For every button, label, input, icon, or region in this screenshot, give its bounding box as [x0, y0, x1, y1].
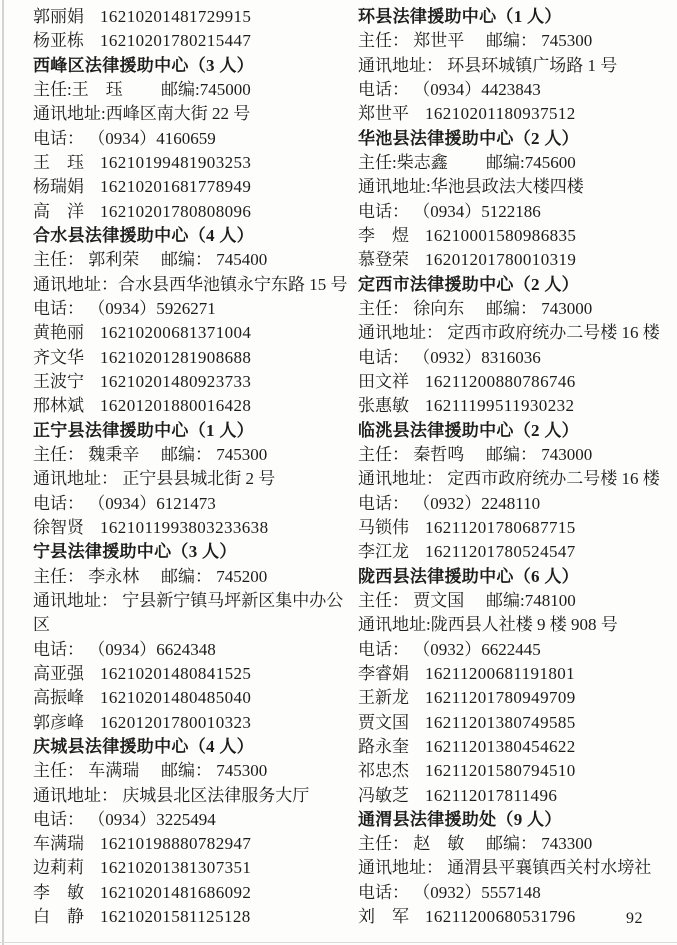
person-entry [358, 711, 674, 735]
director-label: 主任： 郭利荣 [33, 250, 140, 270]
postcode-label: 邮编:748100 [486, 590, 576, 610]
person-id-number: 16210201481729915 [100, 7, 252, 26]
person-name: 徐智贤 [33, 517, 84, 537]
phone-line: 电话： （0934）6624348 [33, 639, 216, 659]
director-label: 主任： 徐向东 [358, 298, 465, 318]
director-label: 主任： 郑世平 [358, 31, 465, 51]
person-entry [33, 516, 338, 540]
person-id-number: 16211200880786746 [425, 371, 576, 391]
phone-line: 电话： （0932）2248110 [358, 493, 541, 513]
center-heading: 陇西县法律援助中心（6 人） [358, 566, 579, 586]
person-entry [33, 151, 338, 175]
person-entry [33, 5, 338, 29]
center-heading: 西峰区法律援助中心（3 人） [33, 55, 254, 75]
center-heading: 通渭县法律援助处（9 人） [358, 809, 562, 829]
person-name: 高 洋 [33, 201, 84, 221]
person-id-number: 16210201581125128 [100, 907, 251, 927]
person-id-number: 16210201780808096 [100, 201, 252, 221]
phone-line: 电话： （0932）5557148 [358, 882, 541, 902]
address-line: 通讯地址： 通渭县平襄镇西关村水塝社 [358, 858, 652, 878]
director-postcode-line [33, 759, 338, 783]
center-heading: 环县法律援助中心（1 人） [358, 7, 562, 26]
address-line: 通讯地址： 正宁县县城北街 2 号 [33, 469, 276, 489]
person-entry [358, 224, 674, 248]
director-label: 主任： 车满瑞 [33, 761, 140, 781]
person-name: 车满瑞 [33, 834, 84, 854]
phone-line: 电话： （0934）6121473 [33, 493, 216, 513]
person-id-number: 16210201780215447 [100, 31, 252, 51]
person-entry [358, 686, 674, 710]
phone-line: 电话： （0932）8316036 [358, 347, 541, 367]
address-line: 通讯地址： 庆城县北区法律服务大厅 [33, 785, 310, 805]
person-name: 贾文国 [358, 712, 409, 732]
director-label: 主任:柴志鑫 [358, 152, 448, 172]
phone-line: 电话： （0934）3225494 [33, 809, 216, 829]
left-column [33, 5, 348, 929]
director-label: 主任:王 珏 [33, 79, 123, 99]
person-entry [358, 759, 674, 783]
postcode-label: 邮编： 745300 [486, 31, 593, 51]
person-name: 田文祥 [358, 371, 409, 391]
person-name: 李 煜 [358, 225, 409, 245]
person-id-number: 16211199511930232 [425, 396, 575, 416]
person-name: 李江龙 [358, 542, 409, 562]
director-label: 主任： 李永林 [33, 566, 140, 586]
person-id-number: 16211201780687715 [425, 517, 576, 537]
person-name: 杨亚栋 [33, 31, 84, 51]
person-entry [358, 662, 674, 686]
director-postcode-line [33, 565, 338, 589]
right-column [358, 5, 674, 929]
address-line: 通讯地址： 环县环城镇广场路 1 号 [358, 55, 618, 75]
director-postcode-line [33, 443, 338, 467]
person-name: 路永奎 [358, 736, 409, 756]
postcode-label: 邮编： 743000 [486, 298, 593, 318]
postcode-label: 邮编:745000 [161, 79, 251, 99]
person-entry [33, 881, 338, 905]
person-id-number: 16210201381307351 [100, 858, 252, 878]
person-entry [33, 711, 338, 735]
director-postcode-line [33, 78, 338, 102]
person-id-number: 16210201481686092 [100, 882, 252, 902]
person-name: 王新龙 [358, 688, 409, 708]
person-name: 郭丽娟 [33, 7, 84, 26]
person-id-number: 16201201780010319 [425, 250, 577, 270]
person-name: 齐文华 [33, 347, 84, 367]
person-id-number: 1621011993803233638 [100, 517, 269, 537]
person-id-number: 16210201681778949 [100, 177, 252, 197]
person-entry [33, 662, 338, 686]
person-name: 冯敏芝 [358, 785, 409, 805]
person-name: 李 敏 [33, 882, 84, 902]
person-name: 郭彦峰 [33, 712, 84, 732]
director-postcode-line [358, 29, 674, 53]
person-entry [358, 102, 674, 126]
person-entry [33, 29, 338, 53]
person-entry [358, 394, 674, 418]
person-name: 刘 军 [358, 907, 409, 927]
person-id-number: 16210201281908688 [100, 347, 252, 367]
person-entry [358, 248, 674, 272]
postcode-label: 邮编： 745400 [161, 250, 268, 270]
scan-edge-artifact-bottom [0, 942, 677, 943]
postcode-label: 邮编:745600 [486, 152, 576, 172]
person-id-number: 16211201380454622 [425, 736, 576, 756]
person-id-number: 16210200681371004 [100, 323, 252, 343]
person-entry [358, 516, 674, 540]
person-entry [33, 832, 338, 856]
person-name: 郑世平 [358, 104, 409, 124]
person-name: 黄艳丽 [33, 323, 84, 343]
person-name: 李睿娟 [358, 663, 409, 683]
address-line: 通讯地址： 宁县新宁镇马坪新区集中办公 [33, 590, 344, 610]
person-name: 边莉莉 [33, 858, 84, 878]
person-entry [358, 784, 674, 808]
person-name: 高振峰 [33, 688, 84, 708]
person-id-number: 16210201480841525 [100, 663, 252, 683]
person-name: 邢林斌 [33, 396, 84, 416]
person-id-number: 16201201780010323 [100, 712, 252, 732]
center-heading: 华池县法律援助中心（2 人） [358, 128, 579, 148]
phone-line: 电话： （0934）4160659 [33, 128, 216, 148]
person-name: 慕登荣 [358, 250, 409, 270]
person-id-number: 16211201780949709 [425, 688, 576, 708]
person-name: 王 珏 [33, 152, 84, 172]
person-id-number: 16201201880016428 [100, 396, 252, 416]
continuation-line: 区 [33, 615, 50, 635]
address-line: 通讯地址:西峰区南大街 22 号 [33, 104, 251, 124]
address-line: 通讯地址： 定西市政府统办二号楼 16 楼 [358, 323, 660, 343]
postcode-label: 邮编： 745300 [161, 444, 268, 464]
person-name: 马锁伟 [358, 517, 409, 537]
center-heading: 临洮县法律援助中心（2 人） [358, 420, 579, 440]
person-name: 王波宁 [33, 371, 84, 391]
phone-line: 电话： （0934）5926271 [33, 298, 216, 318]
person-entry [33, 686, 338, 710]
director-label: 主任： 秦哲鸣 [358, 444, 465, 464]
address-line: 通讯地址:陇西县人社楼 9 楼 908 号 [358, 615, 618, 635]
person-name: 祁忠杰 [358, 761, 409, 781]
center-heading: 宁县法律援助中心（3 人） [33, 542, 237, 562]
person-id-number: 16210199481903253 [100, 152, 252, 172]
person-entry [33, 321, 338, 345]
person-name: 白 静 [33, 907, 84, 927]
phone-line: 电话： （0932）6622445 [358, 639, 541, 659]
person-id-number: 16210201480485040 [100, 688, 252, 708]
center-heading: 庆城县法律援助中心（4 人） [33, 736, 254, 756]
person-entry [33, 346, 338, 370]
director-postcode-line [358, 151, 674, 175]
person-name: 张惠敏 [358, 396, 409, 416]
director-postcode-line [358, 443, 674, 467]
person-entry [33, 200, 338, 224]
person-entry [33, 856, 338, 880]
person-id-number: 16210001580986835 [425, 225, 577, 245]
person-entry [358, 735, 674, 759]
person-id-number: 16210201180937512 [425, 104, 576, 124]
director-postcode-line [33, 248, 338, 272]
center-heading: 正宁县法律援助中心（1 人） [33, 420, 254, 440]
person-id-number: 16211201380749585 [425, 712, 576, 732]
person-id-number: 16210198880782947 [100, 834, 252, 854]
director-label: 主任： 贾文国 [358, 590, 465, 610]
person-id-number: 16211200681191801 [425, 663, 576, 683]
address-line: 通讯地址：合水县西华池镇永宁东路 15 号 [33, 274, 348, 294]
person-id-number: 16211201780524547 [425, 542, 576, 562]
postcode-label: 邮编： 743300 [486, 834, 593, 854]
person-id-number: 16211200680531796 [425, 907, 576, 927]
person-id-number: 16210201480923733 [100, 371, 252, 391]
person-id-number: 16211201580794510 [425, 761, 576, 781]
postcode-label: 邮编： 743000 [486, 444, 593, 464]
person-entry [358, 370, 674, 394]
phone-line: 电话： （0934）4423843 [358, 79, 541, 99]
person-name: 高亚强 [33, 663, 84, 683]
address-line: 通讯地址： 定西市政府统办二号楼 16 楼 [358, 469, 660, 489]
director-postcode-line [358, 832, 674, 856]
director-label: 主任： 赵 敏 [358, 834, 465, 854]
postcode-label: 邮编： 745300 [161, 761, 268, 781]
center-heading: 合水县法律援助中心（4 人） [33, 225, 254, 245]
person-entry [33, 394, 338, 418]
person-entry [33, 370, 338, 394]
person-name: 杨瑞娟 [33, 177, 84, 197]
director-postcode-line [358, 297, 674, 321]
center-heading: 定西市法律援助中心（2 人） [358, 274, 579, 294]
director-postcode-line [358, 589, 674, 613]
page-number: 92 [626, 910, 643, 927]
director-label: 主任： 魏秉辛 [33, 444, 140, 464]
person-entry [33, 175, 338, 199]
person-entry [33, 905, 338, 929]
person-entry [358, 540, 674, 564]
scan-edge-artifact-left [2, 0, 4, 945]
phone-line: 电话： （0934）5122186 [358, 201, 541, 221]
postcode-label: 邮编： 745200 [161, 566, 268, 586]
address-line: 通讯地址:华池县政法大楼四楼 [358, 177, 584, 197]
person-id-number: 162112017811496 [425, 785, 558, 805]
